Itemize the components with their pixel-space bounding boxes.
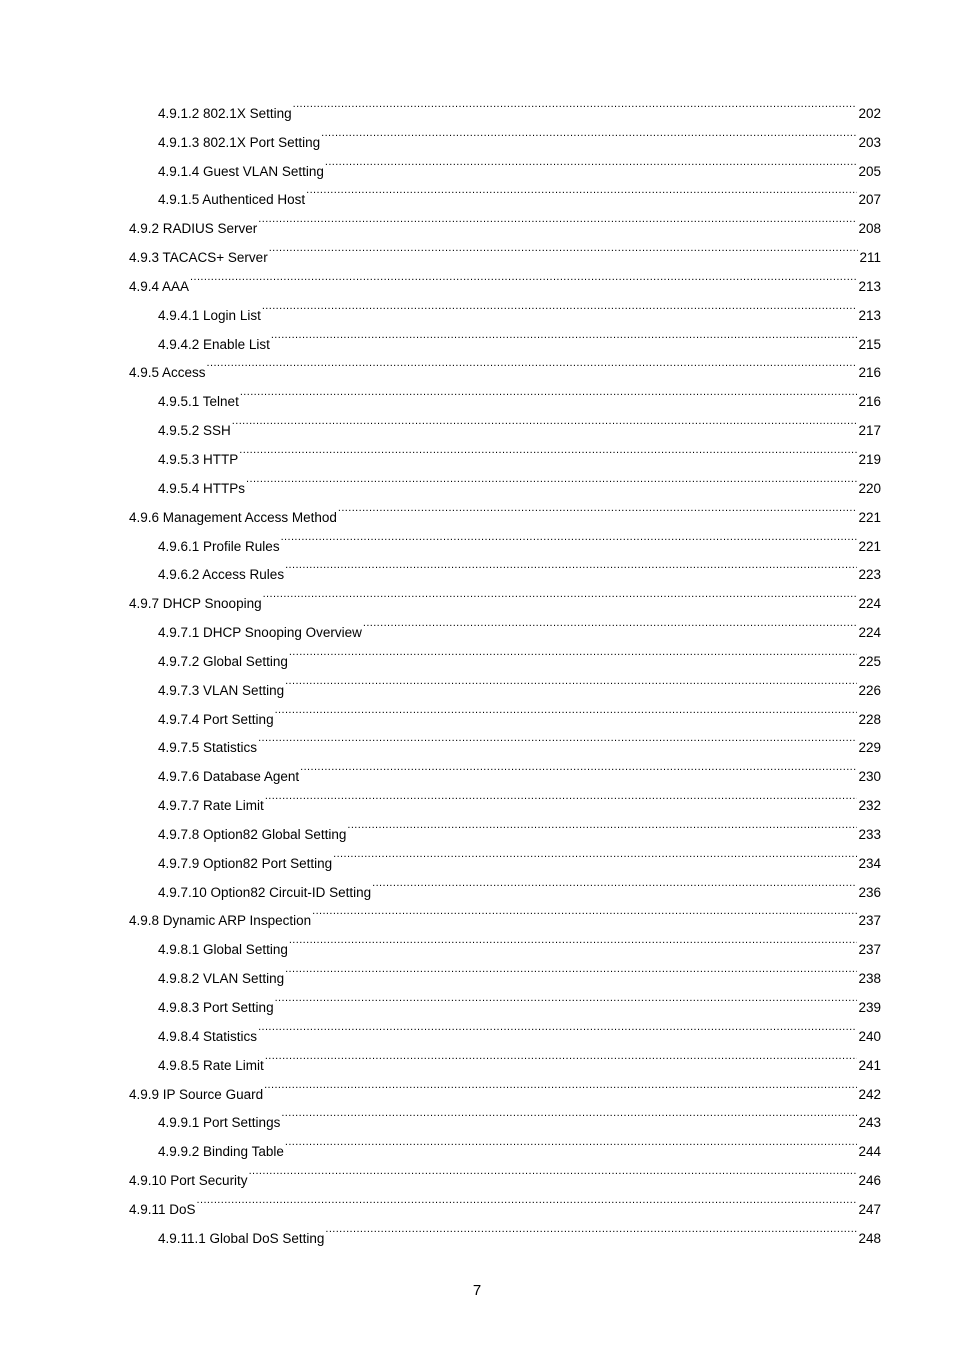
toc-dot-leader xyxy=(321,118,857,147)
toc-entry-page-number: 244 xyxy=(858,1144,881,1160)
toc-entry-title: 4.9.5.3 HTTP xyxy=(158,451,239,467)
toc-entry-page-number: 233 xyxy=(858,826,881,842)
toc-entry[interactable] xyxy=(129,291,881,323)
toc-dot-leader xyxy=(347,810,857,839)
toc-entry-page-number: 237 xyxy=(858,942,881,958)
toc-dot-leader xyxy=(281,522,858,551)
toc-dot-leader xyxy=(312,897,857,926)
toc-entry-page-number: 246 xyxy=(858,1173,881,1189)
toc-entry-title: 4.9.6 Management Access Method xyxy=(129,509,337,525)
toc-entry-page-number: 237 xyxy=(858,913,881,929)
toc-dot-leader xyxy=(289,925,858,954)
toc-entry-title: 4.9.1.4 Guest VLAN Setting xyxy=(158,163,324,179)
toc-entry-page-number: 232 xyxy=(858,798,881,814)
toc-dot-leader xyxy=(258,1012,857,1041)
toc-entry-title: 4.9.5.1 Telnet xyxy=(158,394,239,410)
toc-entry-title: 4.9.8.5 Rate Limit xyxy=(158,1057,264,1073)
toc-entry-page-number: 205 xyxy=(858,163,881,179)
toc-entry-title: 4.9.5 Access xyxy=(129,365,206,381)
toc-entry-title: 4.9.5.2 SSH xyxy=(158,423,231,439)
page-number: 7 xyxy=(472,1282,482,1299)
toc-entry-title: 4.9.7.2 Global Setting xyxy=(158,653,288,669)
toc-entry-page-number: 213 xyxy=(858,278,881,294)
toc-entry-page-number: 211 xyxy=(859,250,881,266)
toc-entry-page-number: 215 xyxy=(858,336,881,352)
toc-entry[interactable] xyxy=(129,377,881,410)
toc-entry-title: 4.9.9 IP Source Guard xyxy=(129,1086,264,1102)
toc-entry-title: 4.9.1.2 802.1X Setting xyxy=(158,105,292,121)
toc-entry-page-number: 247 xyxy=(858,1201,881,1217)
toc-dot-leader xyxy=(285,551,857,580)
toc-dot-leader xyxy=(281,1099,857,1128)
toc-entry[interactable] xyxy=(129,89,881,121)
toc-entry-title: 4.9.7.5 Statistics xyxy=(158,740,258,756)
toc-dot-leader xyxy=(265,1041,858,1070)
toc-dot-leader xyxy=(325,1214,857,1243)
toc-entry-page-number: 220 xyxy=(858,480,881,496)
toc-entry-title: 4.9.7.4 Port Setting xyxy=(158,711,274,727)
toc-entry-title: 4.9.11 DoS xyxy=(129,1201,196,1217)
toc-entry-page-number: 248 xyxy=(858,1230,881,1246)
toc-entry[interactable] xyxy=(129,435,881,467)
toc-entry-title: 4.9.4 AAA xyxy=(129,278,190,294)
toc-entry-page-number: 242 xyxy=(858,1086,881,1102)
toc-entry-page-number: 241 xyxy=(858,1057,881,1073)
toc-entry-title: 4.9.8.1 Global Setting xyxy=(158,942,288,958)
toc-entry-title: 4.9.7.8 Option82 Global Setting xyxy=(158,826,347,842)
toc-entry-page-number: 207 xyxy=(858,192,881,208)
toc-dot-leader xyxy=(262,291,858,320)
toc-dot-leader xyxy=(258,204,857,233)
toc-entry[interactable] xyxy=(129,1214,881,1246)
toc-entry[interactable] xyxy=(129,406,881,439)
toc-entry-title: 4.9.3 TACACS+ Server xyxy=(129,250,268,266)
toc-dot-leader xyxy=(300,752,857,781)
toc-dot-leader xyxy=(372,868,857,897)
toc-dot-leader xyxy=(232,406,858,435)
toc-entry-page-number: 236 xyxy=(858,884,881,900)
toc-entry-title: 4.9.8 Dynamic ARP Inspection xyxy=(129,913,312,929)
toc-entry-page-number: 225 xyxy=(858,653,881,669)
toc-dot-leader xyxy=(263,579,858,608)
toc-entry-page-number: 234 xyxy=(858,855,881,871)
toc-dot-leader xyxy=(197,1185,858,1214)
toc-dot-leader xyxy=(275,983,858,1012)
toc-entry-page-number: 226 xyxy=(858,682,881,698)
toc-dot-leader xyxy=(246,464,857,493)
toc-dot-leader xyxy=(338,493,858,522)
toc-entry-title: 4.9.4.1 Login List xyxy=(158,307,261,323)
toc-entry-title: 4.9.8.3 Port Setting xyxy=(158,1000,274,1015)
toc-entry-title: 4.9.7.10 Option82 Circuit-ID Setting xyxy=(158,884,372,900)
toc-entry-title: 4.9.1.5 Authenticed Host xyxy=(158,192,306,208)
toc-entry-title: 4.9.9.1 Port Settings xyxy=(158,1115,281,1131)
table-of-contents xyxy=(129,89,881,1246)
toc-entry-page-number: 228 xyxy=(858,711,881,727)
toc-dot-leader xyxy=(265,781,858,810)
toc-entry-title: 4.9.11.1 Global DoS Setting xyxy=(158,1230,325,1246)
toc-entry-page-number: 239 xyxy=(858,1000,881,1015)
toc-entry-page-number: 229 xyxy=(858,740,881,756)
toc-entry-title: 4.9.10 Port Security xyxy=(129,1173,248,1189)
toc-entry-page-number: 203 xyxy=(858,134,881,150)
toc-entry-page-number: 213 xyxy=(858,307,881,323)
toc-dot-leader xyxy=(264,1070,857,1099)
toc-entry-title: 4.9.7 DHCP Snooping xyxy=(129,596,262,612)
toc-entry-title: 4.9.9.2 Binding Table xyxy=(158,1144,284,1160)
toc-entry-page-number: 221 xyxy=(858,509,881,525)
toc-entry-title: 4.9.8.4 Statistics xyxy=(158,1028,258,1044)
toc-dot-leader xyxy=(363,608,858,637)
toc-entry-page-number: 221 xyxy=(858,538,881,554)
toc-dot-leader xyxy=(275,695,858,724)
toc-entry-page-number: 216 xyxy=(858,394,881,410)
toc-entry-title: 4.9.4.2 Enable List xyxy=(158,336,270,352)
toc-dot-leader xyxy=(285,666,857,695)
toc-entry-title: 4.9.5.4 HTTPs xyxy=(158,480,246,496)
toc-entry-page-number: 202 xyxy=(858,105,881,121)
toc-entry-title: 4.9.7.3 VLAN Setting xyxy=(158,682,285,698)
toc-dot-leader xyxy=(285,1127,858,1156)
toc-entry-page-number: 216 xyxy=(858,365,881,381)
toc-dot-leader xyxy=(269,233,859,262)
toc-dot-leader xyxy=(239,435,857,464)
toc-dot-leader xyxy=(285,954,857,983)
toc-dot-leader xyxy=(293,89,858,118)
toc-entry[interactable] xyxy=(129,262,881,294)
toc-entry-page-number: 230 xyxy=(858,769,881,785)
toc-entry-title: 4.9.1.3 802.1X Port Setting xyxy=(158,134,321,150)
toc-entry-title: 4.9.7.9 Option82 Port Setting xyxy=(158,855,333,871)
toc-entry-title: 4.9.7.1 DHCP Snooping Overview xyxy=(158,625,362,641)
toc-entry[interactable] xyxy=(129,464,881,496)
toc-entry-page-number: 217 xyxy=(858,423,881,439)
toc-dot-leader xyxy=(207,349,858,378)
toc-entry-page-number: 219 xyxy=(858,451,881,467)
toc-entry-page-number: 208 xyxy=(858,221,881,237)
toc-dot-leader xyxy=(190,262,857,291)
toc-dot-leader xyxy=(271,320,858,349)
toc-entry[interactable] xyxy=(129,1185,881,1217)
toc-dot-leader xyxy=(289,637,858,666)
toc-entry-title: 4.9.8.2 VLAN Setting xyxy=(158,971,285,987)
toc-entry-page-number: 240 xyxy=(858,1028,881,1044)
toc-entry-title: 4.9.7.7 Rate Limit xyxy=(158,798,264,814)
toc-dot-leader xyxy=(333,839,857,868)
toc-entry-page-number: 243 xyxy=(858,1115,881,1131)
toc-entry-page-number: 224 xyxy=(858,625,881,641)
toc-entry-page-number: 223 xyxy=(858,567,881,583)
toc-dot-leader xyxy=(240,377,858,406)
toc-dot-leader xyxy=(325,147,858,176)
toc-entry-title: 4.9.7.6 Database Agent xyxy=(158,769,300,785)
toc-dot-leader xyxy=(258,724,857,753)
toc-dot-leader xyxy=(306,176,857,205)
toc-entry-page-number: 238 xyxy=(858,971,881,987)
toc-entry[interactable] xyxy=(129,349,881,381)
toc-dot-leader xyxy=(249,1156,858,1185)
toc-entry-title: 4.9.2 RADIUS Server xyxy=(129,221,258,237)
toc-entry-title: 4.9.6.2 Access Rules xyxy=(158,567,285,583)
toc-entry-page-number: 224 xyxy=(858,596,881,612)
toc-entry-title: 4.9.6.1 Profile Rules xyxy=(158,538,280,554)
